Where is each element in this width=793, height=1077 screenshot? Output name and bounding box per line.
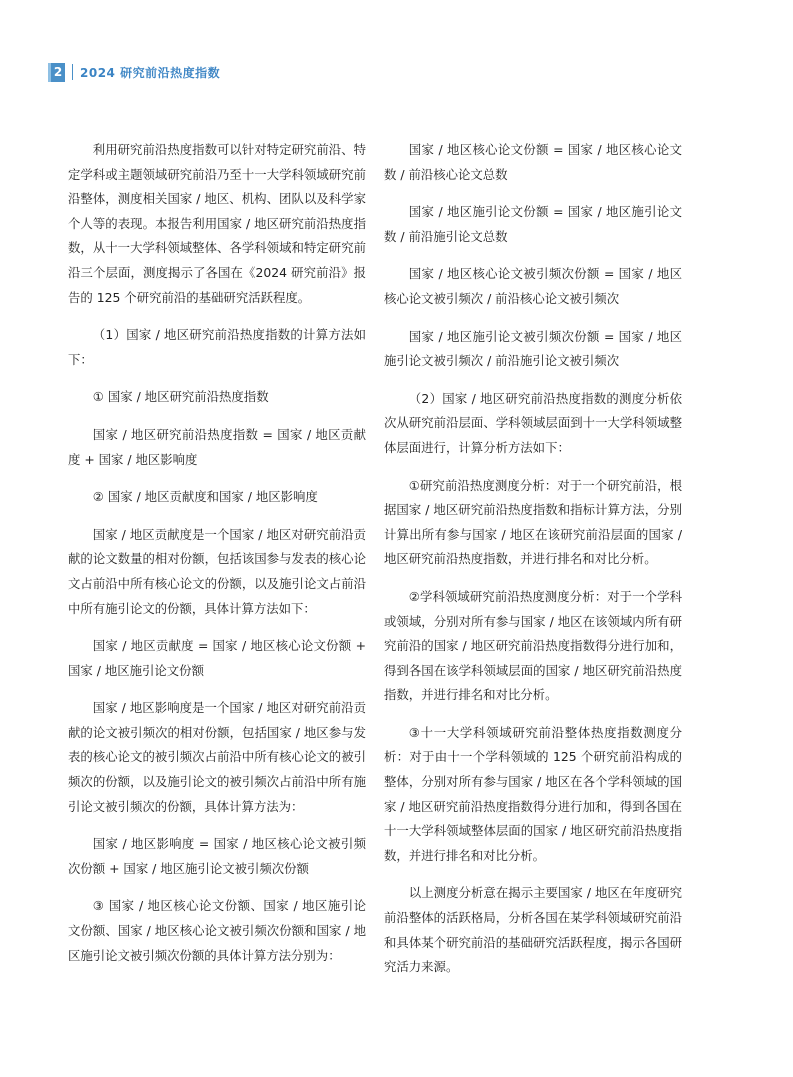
page-number-badge: 2 bbox=[48, 63, 65, 82]
left-column bbox=[68, 138, 366, 981]
page-header bbox=[48, 61, 220, 83]
paragraph-item-1-heading: ① 国家 / 地区研究前沿热度指数 bbox=[92, 389, 269, 405]
paragraph-conclusion: 以上测度分析意在揭示主要国家 / 地区在年度研究前沿整体的活跃格局，分析各国在某学科领域研究前沿和具体某个研究前沿的基础研究活跃程度，揭示各国研究活力来源。 bbox=[384, 885, 682, 975]
formula-core-citation-share: 国家 / 地区核心论文被引频次份额 = 国家 / 地区核心论文被引频次 / 前沿核心论文被引频次 bbox=[384, 266, 682, 306]
paragraph-item-3-heading: ③ 国家 / 地区核心论文份额、国家 / 地区施引论文份额、国家 / 地区核心论文被引频次份额和国家 / 地区施引论文被引频次份额的具体计算方法分别为： bbox=[68, 898, 366, 963]
formula-core-paper-share: 国家 / 地区核心论文份额 = 国家 / 地区核心论文数 / 前沿核心论文总数 bbox=[384, 142, 682, 182]
paragraph-contribution-definition: 国家 / 地区贡献度是一个国家 / 地区对研究前沿贡献的论文数量的相对份额，包括该国参与发表的核心论文占前沿中所有核心论文的份额，以及施引论文占前沿中所有施引论文的份额，具体计算方法如下： bbox=[68, 526, 366, 616]
paragraph-front-analysis: ①研究前沿热度测度分析：对于一个研究前沿，根据国家 / 地区研究前沿热度指数和指标计算方法，分别计算出所有参与国家 / 地区在该研究前沿层面的国家 / 地区研究前沿热度指数，并进行排名和对比分析。 bbox=[384, 477, 682, 567]
paragraph-analysis-heading: （2）国家 / 地区研究前沿热度指数的测度分析依次从研究前沿层面、学科领域层面到十一大学科领域整体层面进行，计算分析方法如下： bbox=[384, 390, 682, 455]
paragraph-impact-definition: 国家 / 地区影响度是一个国家 / 地区对研究前沿贡献的论文被引频次的相对份额，包括国家 / 地区参与发表的核心论文的被引频次占前沿中所有核心论文的被引频次的份额，以及施引论文的被引频次占前沿中所有施引论文被引频次的份额，具体计算方法为： bbox=[68, 700, 366, 814]
formula-citing-citation-share: 国家 / 地区施引论文被引频次份额 = 国家 / 地区施引论文被引频次 / 前沿施引论文被引频次 bbox=[384, 328, 682, 369]
paragraph-method-heading: （1）国家 / 地区研究前沿热度指数的计算方法如下： bbox=[68, 327, 366, 367]
formula-heat-index: 国家 / 地区研究前沿热度指数 = 国家 / 地区贡献度 + 国家 / 地区影响度 bbox=[68, 426, 366, 467]
paragraph-field-analysis: ②学科领域研究前沿热度测度分析：对于一个学科或领域，分别对所有参与国家 / 地区在该领域内所有研究前沿的国家 / 地区研究前沿热度指数得分进行加和，得到各国在该学科领域层面的国家 / 地区研究前沿热度指数，并进行排名和对比分析。 bbox=[384, 588, 682, 703]
paragraph-item-2-heading: ② 国家 / 地区贡献度和国家 / 地区影响度 bbox=[92, 489, 318, 505]
formula-contribution: 国家 / 地区贡献度 = 国家 / 地区核心论文份额 + 国家 / 地区施引论文份额 bbox=[68, 638, 366, 678]
running-title: 2024 研究前沿热度指数 bbox=[80, 65, 221, 80]
header-divider bbox=[72, 64, 73, 80]
paragraph-overall-analysis: ③十一大学科领域研究前沿整体热度指数测度分析：对于由十一个学科领域的 125 个研究前沿构成的整体，分别对所有参与国家 / 地区在各个学科领域的国家 / 地区研究前沿热度指数得分进行加和，得到各国在十一大学科领域整体层面的国家 / 地区研究前沿热度指数，并进行排名和对比分析。 bbox=[384, 724, 682, 863]
formula-citing-paper-share: 国家 / 地区施引论文份额 = 国家 / 地区施引论文数 / 前沿施引论文总数 bbox=[384, 204, 682, 244]
formula-impact: 国家 / 地区影响度 = 国家 / 地区核心论文被引频次份额 + 国家 / 地区施引论文被引频次份额 bbox=[68, 836, 366, 876]
right-column bbox=[384, 138, 682, 993]
paragraph-intro: 利用研究前沿热度指数可以针对特定研究前沿、特定学科或主题领域研究前沿乃至十一大学科领域研究前沿整体，测度相关国家 / 地区、机构、团队以及科学家个人等的表现。本报告利用国家 / 地区研究前沿热度指数，从十一大学科领域整体、各学科领域和特定研究前沿三个层面，测度揭示了各国在《2024 研究前沿》报告的 125 个研究前沿的基础研究活跃程度。 bbox=[68, 142, 366, 305]
